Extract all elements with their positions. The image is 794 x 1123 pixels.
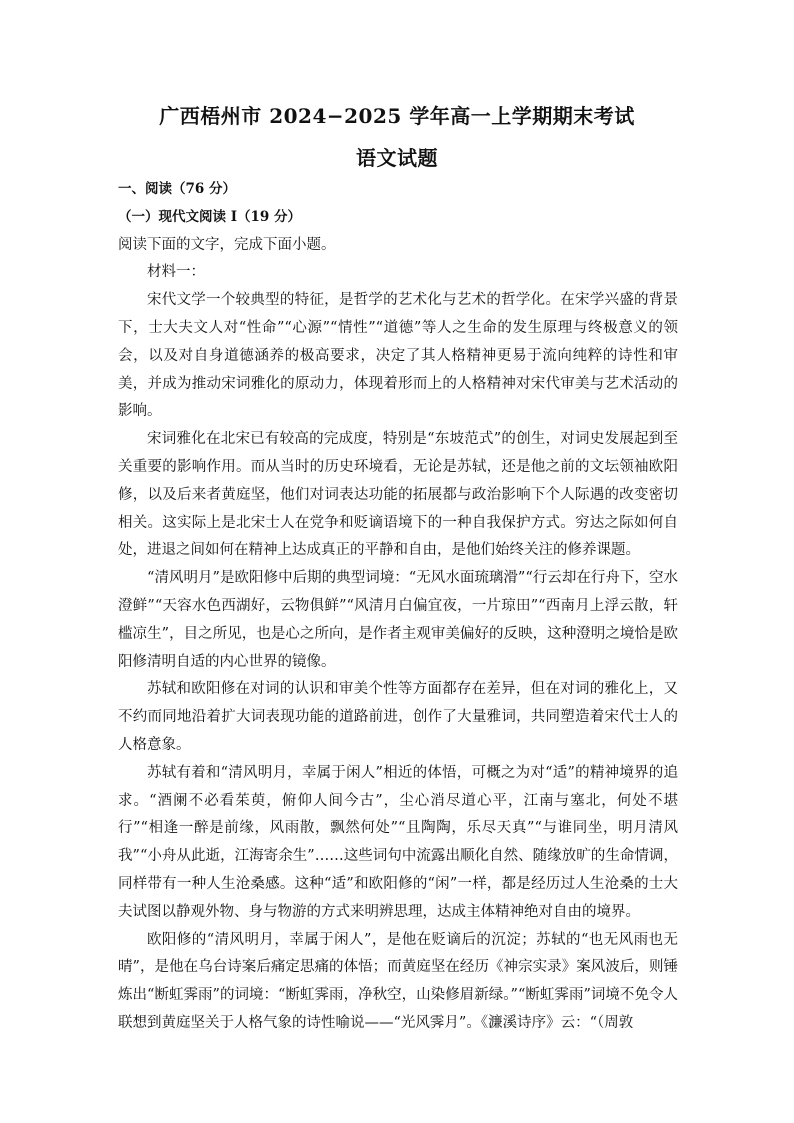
- material-label: 材料一：: [147, 264, 205, 281]
- document-body: [118, 176, 678, 1038]
- paragraph: “清风明月”是欧阳修中后期的典型词境：“无风水面琉璃滑”“行云却在行舟下，空水澄鲜”“天容水色西湖好，云物俱鲜”“风清月白偏宜夜，一片琼田”“西南月上浮云散，轩槛凉生”，目之所见，也是心之所向，是作者主观审美偏好的反映，这种澄明之境恰是欧阳修清明自适的内心世界的镜像。: [118, 570, 678, 670]
- paragraph: 苏轼有着和“清风明月，幸属于闲人”相近的体悟，可概之为对“适”的精神境界的追求。“酒阑不必看茱萸，俯仰人间今古”，尘心消尽道心平，江南与塞北，何处不堪行”“相逢一醉是前缘，风雨散，飘然何处”“且陶陶，乐尽天真”“与谁同坐，明月清风我”“小舟从此逝，江海寄余生”……这些词句中流露出顺化自然、随缘放旷的生命情调，同样带有一种人生沧桑感。这种“适”和欧阳修的“闲”一样，都是经历过人生沧桑的士大夫试图以静观外物、身与物游的方式来明辨思理，达成主体精神绝对自由的境界。: [118, 764, 678, 920]
- paragraph: 宋代文学一个较典型的特征，是哲学的艺术化与艺术的哲学化。在宋学兴盛的背景下，士大夫文人对“性命”“心源”“情性”“道德”等人之生命的发生原理与终极意义的领会，以及对自身道德涵养的极高要求，决定了其人格精神更易于流向纯粹的诗性和审美，并成为推动宋词雅化的原动力，体现着形而上的人格精神对宋代审美与艺术活动的影响。: [118, 292, 678, 420]
- section-heading: 一、阅读（76 分）: [118, 181, 236, 197]
- paragraph: 欧阳修的“清风明月，幸属于闲人”，是他在贬谪后的沉淀；苏轼的“也无风雨也无晴”，是他在乌台诗案后痛定思痛的体悟；而黄庭坚在经历《神宗实录》案风波后，则锤炼出“断虹霁雨”的词境：“断虹霁雨，净秋空，山染修眉新绿。”“断虹霁雨”词境不免令人联想到黄庭坚关于人格气象的诗性喻说——“光风霁月”。《濂溪诗序》云：“（周敦: [118, 931, 678, 1031]
- subsection-heading: （一）现代文阅读 I（19 分）: [118, 208, 302, 225]
- document-title: 广西梧州市 2024−2025 学年高一上学期期末考试: [159, 104, 635, 128]
- document-subtitle: 语文试题: [356, 146, 438, 170]
- reading-instruction: 阅读下面的文字，完成下面小题。: [118, 236, 336, 253]
- paragraph: 宋词雅化在北宋已有较高的完成度，特别是“东坡范式”的创生，对词史发展起到至关重要的影响作用。而从当时的历史环境看，无论是苏轼，还是他之前的文坛领袖欧阳修，以及后来者黄庭坚，他们对词表达功能的拓展都与政治影响下个人际遇的改变密切相关。这实际上是北宋士人在党争和贬谪语境下的一种自我保护方式。穷达之际如何自处，进退之间如何在精神上达成真正的平静和自由，是他们始终关注的修养课题。: [118, 431, 678, 559]
- paragraph: 苏轼和欧阳修在对词的认识和审美个性等方面都存在差异，但在对词的雅化上，又不约而同地沿着扩大词表现功能的道路前进，创作了大量雅词，共同塑造着宋代士人的人格意象。: [118, 681, 678, 753]
